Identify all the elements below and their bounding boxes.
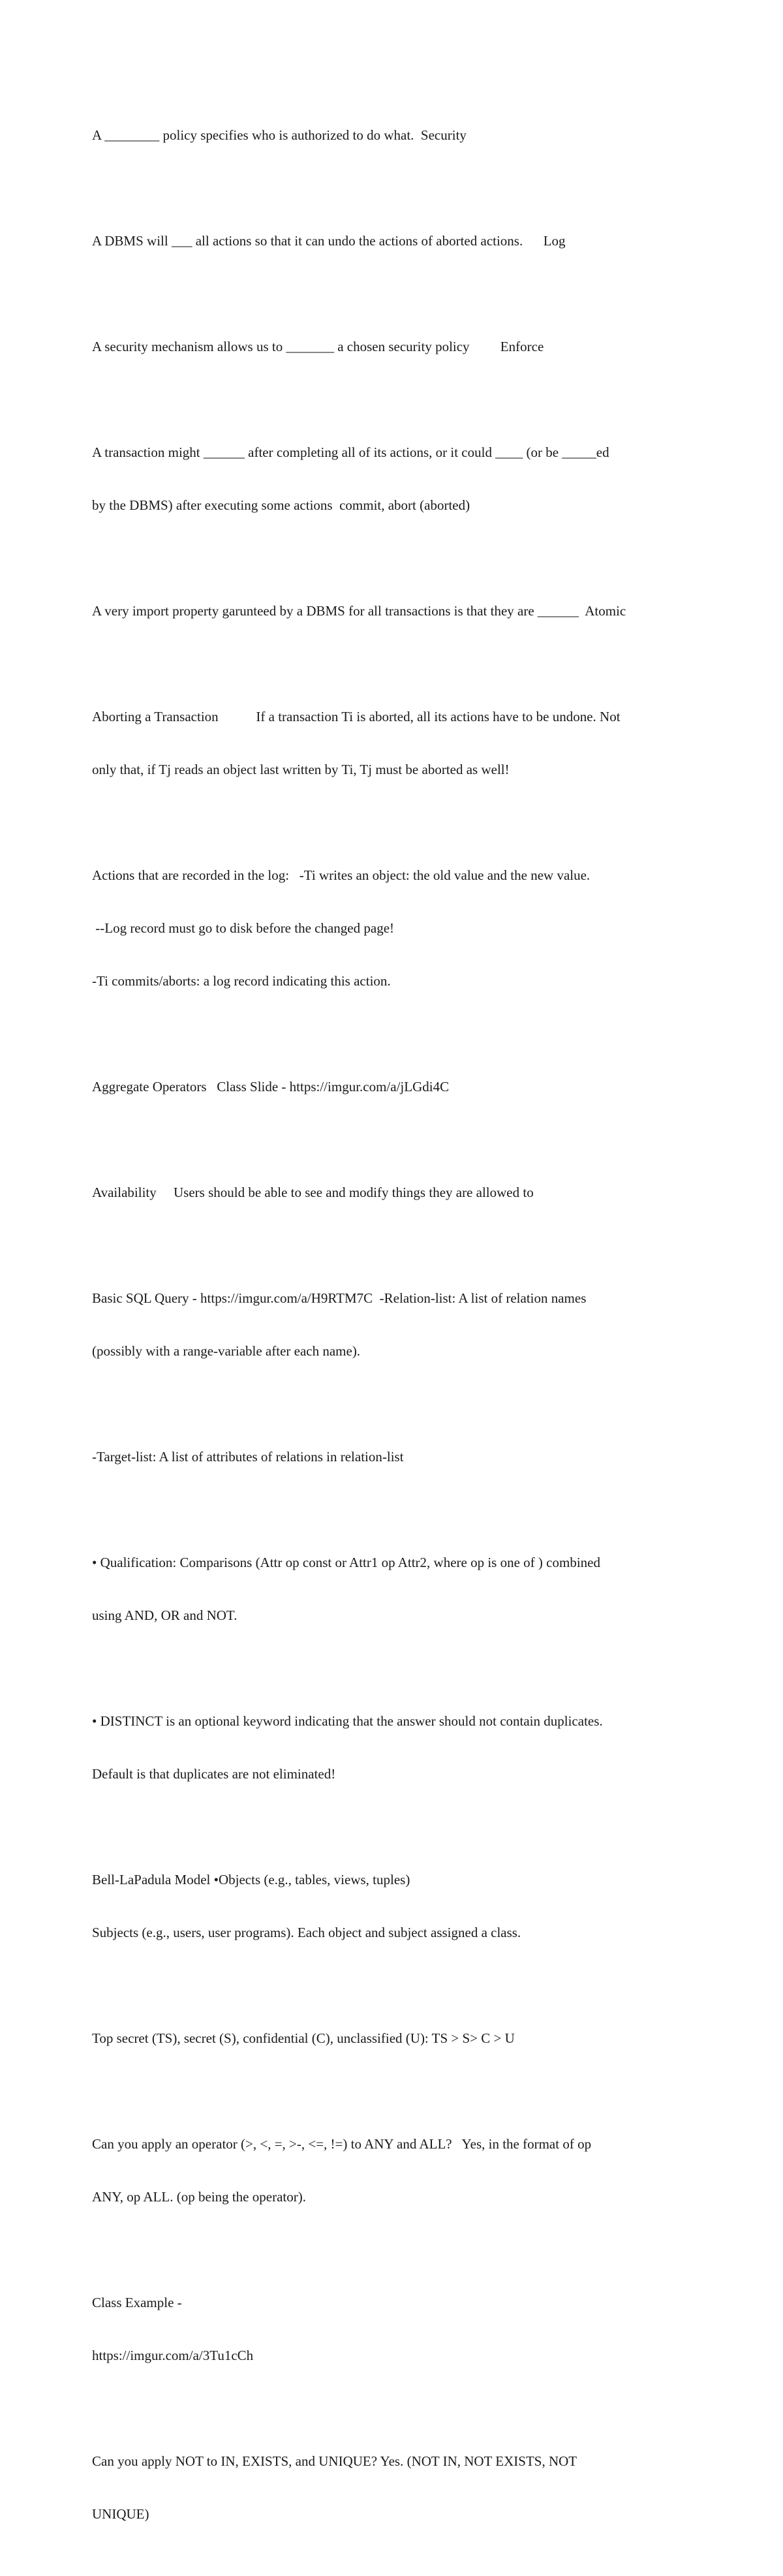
text-line: Actions that are recorded in the log: -Ti writes an object: the old value and the new value. <box>92 867 591 883</box>
paragraph-any-all-operators <box>92 2100 718 2241</box>
text-line: Class Example - <box>92 2295 182 2310</box>
text-line: • Qualification: Comparisons (Attr op const or Attr1 op Attr2, where op is one of ) combined <box>92 1555 600 1570</box>
text-line: A DBMS will ___ all actions so that it can undo the actions of aborted actions. Log <box>92 233 566 249</box>
text-line: • DISTINCT is an optional keyword indicating that the answer should not contain duplicates. <box>92 1713 603 1729</box>
text-line: using AND, OR and NOT. <box>92 1607 238 1623</box>
text-line: Can you apply NOT to IN, EXISTS, and UNIQUE? Yes. (NOT IN, NOT EXISTS, NOT <box>92 2453 577 2469</box>
text-line: A very import property garunteed by a DBMS for all transactions is that they are ______ Atomic <box>92 603 626 619</box>
text-line: Top secret (TS), secret (S), confidential (C), unclassified (U): TS > S> C > U <box>92 2030 515 2046</box>
paragraph-security-policy <box>92 91 718 179</box>
text-line: Subjects (e.g., users, user programs). Each object and subject assigned a class. <box>92 1925 521 1940</box>
text-line: -Ti commits/aborts: a log record indicating this action. <box>92 973 391 989</box>
text-line: Can you apply an operator (>, <, =, >-, <=, !=) to ANY and ALL? Yes, in the format of op <box>92 2136 592 2152</box>
text-line: only that, if Tj reads an object last written by Ti, Tj must be aborted as well! <box>92 762 510 777</box>
paragraph-class-example <box>92 2259 718 2400</box>
text-line: A transaction might ______ after completing all of its actions, or it could ____ (or be _____ed <box>92 444 609 460</box>
paragraph-availability <box>92 1149 718 1237</box>
paragraph-qualification <box>92 1519 718 1660</box>
text-line: UNIQUE) <box>92 2506 149 2522</box>
paragraph-not-in-exists-unique <box>92 2417 718 2558</box>
paragraph-target-list <box>92 1413 718 1501</box>
paragraph-dbms-log <box>92 197 718 285</box>
text-line: A security mechanism allows us to _______ a chosen security policy Enforce <box>92 339 544 354</box>
document-body <box>92 91 718 2576</box>
text-line: Bell-LaPadula Model •Objects (e.g., tables, views, tuples) <box>92 1872 410 1887</box>
paragraph-log-actions <box>92 831 718 1025</box>
text-line: Availability Users should be able to see and modify things they are allowed to <box>92 1185 534 1200</box>
text-line: -Target-list: A list of attributes of relations in relation-list <box>92 1449 404 1465</box>
paragraph-atomic <box>92 567 718 655</box>
paragraph-aggregate-operators <box>92 1043 718 1131</box>
paragraph-distinct <box>92 1677 718 1818</box>
text-line: ANY, op ALL. (op being the operator). <box>92 2189 306 2205</box>
text-line: Aborting a Transaction If a transaction Ti is aborted, all its actions have to be undone. Not <box>92 709 621 724</box>
paragraph-basic-sql-query <box>92 1254 718 1395</box>
text-line: Aggregate Operators Class Slide - https://imgur.com/a/jLGdi4C <box>92 1079 450 1094</box>
text-line: Default is that duplicates are not eliminated! <box>92 1766 336 1782</box>
text-line: A ________ policy specifies who is authorized to do what. Security <box>92 127 467 143</box>
text-line: by the DBMS) after executing some actions commit, abort (aborted) <box>92 497 470 513</box>
text-line: Basic SQL Query - https://imgur.com/a/H9RTM7C -Relation-list: A list of relation names <box>92 1290 587 1306</box>
text-line: --Log record must go to disk before the changed page! <box>92 920 395 936</box>
paragraph-security-mechanism <box>92 303 718 391</box>
paragraph-security-classes <box>92 1994 718 2083</box>
text-line: (possibly with a range-variable after each name). <box>92 1343 361 1359</box>
text-line: https://imgur.com/a/3Tu1cCh <box>92 2348 254 2363</box>
paragraph-aborting-transaction <box>92 673 718 814</box>
paragraph-transaction-commit-abort <box>92 409 718 550</box>
paragraph-bell-lapadula <box>92 1836 718 1977</box>
